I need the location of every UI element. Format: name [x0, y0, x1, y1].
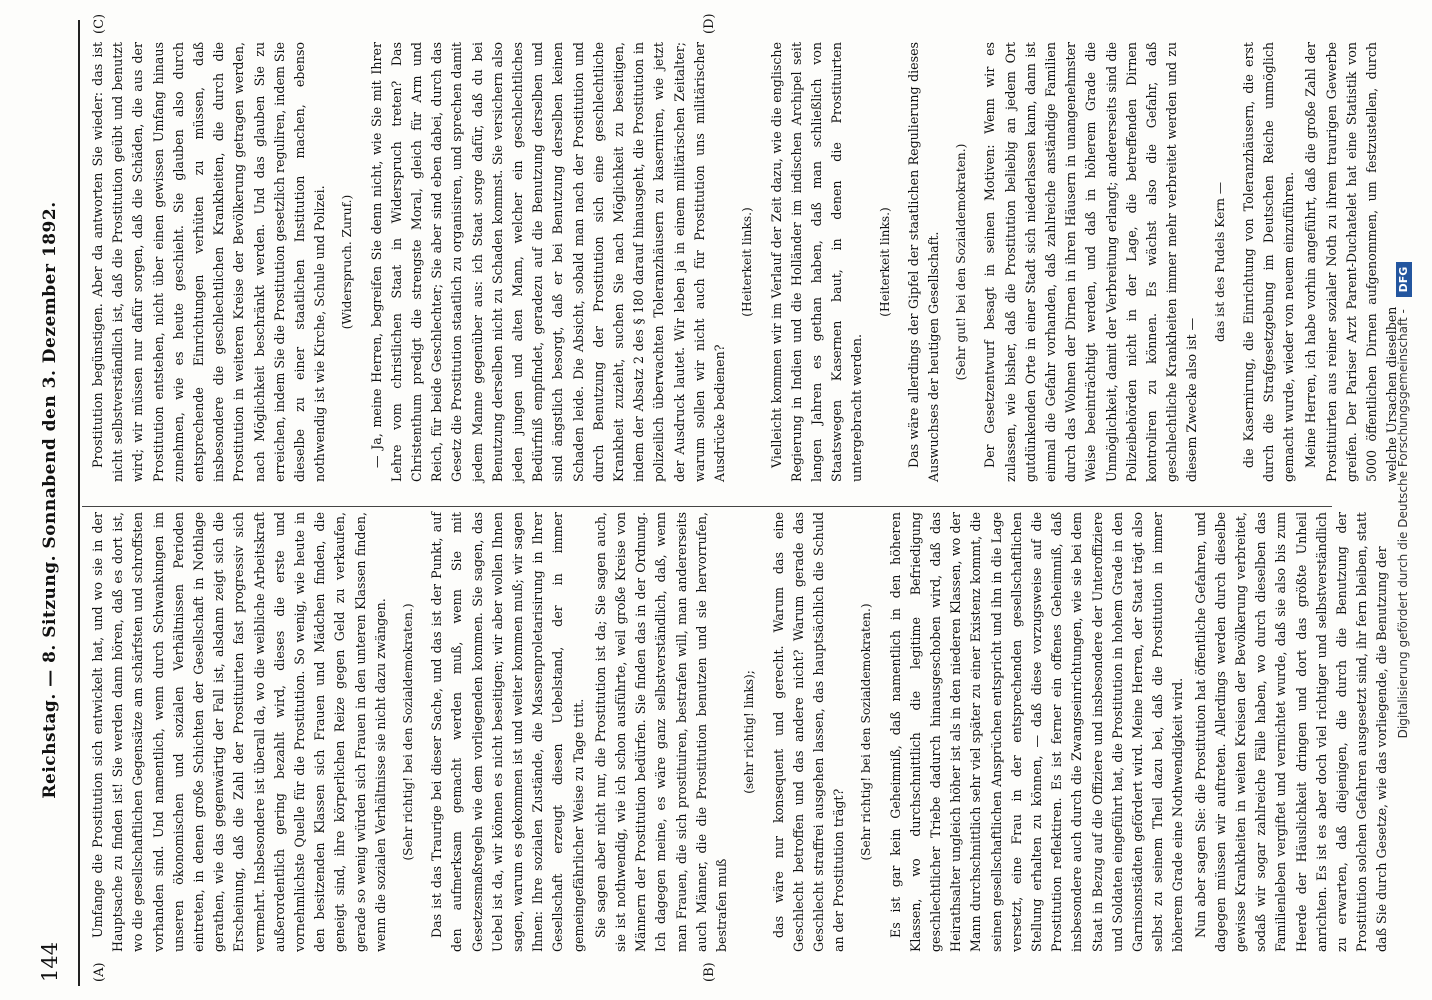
paragraph: Meine Herren, ich habe vorhin angeführt, daß die große Zahl der Prostituirten aus reiner sozialer Noth zu ihrem traurigen Gewerbe greifen. Der Pariser Arzt Parent-Duchatelet hat eine Statistik von 5000 öffentlichen Dirnen aufgenommen, um festzustellen, durch welche Ursachen dieselben: [1303, 42, 1400, 482]
paragraph: Umfange die Prostitution sich entwickelt hat, und wo sie in der Hauptsache zu finden ist! Sie werden dann hören, daß es dort ist, wo die gesellschaftlichen Gegensätze am schärfsten und schroffsten vorhanden sind. Und namentlich, wenn durch Schwankungen im unseren ökonomischen und sozialen Verhältnissen Perioden eintreten, in denen große Schichten der Gesellschaft in Nothlage gerathen, wie das gegenwärtig der Fall ist, alsdann zeigt sich die Erscheinung, daß die Zahl der Prostituirten fast progressiv sich vermehrt. Insbesondere ist überall da, wo die weibliche Arbeitskraft außerordentlich gering bezahlt wird, dieses die erste und vornehmlichste Quelle für die Prostitution. So wenig, wie heute in den besitzenden Klassen sich Frauen und Mädchen finden, die geneigt sind, ihre körperlichen Reize gegen Geld zu verkaufen, gerade so wenig würden sich Frauen in den unteren Klassen finden, wenn die sozialen Verhältnisse sie nicht dazu zwängen.: [90, 512, 388, 952]
interjection: (Widerspruch. Zuruf.): [340, 194, 355, 330]
interjection: (Sehr gut! bei den Sozialdemokraten.): [954, 143, 969, 381]
right-text-column: [88, 42, 1400, 482]
paragraph: Sie sagen aber nicht nur, die Prostitution ist da; Sie sagen auch, sie ist nothwendig, wie ich schon ausführte, weil große Kreise von Männern der Prostitution bedürfen. Sie finden das in der Ordnung. Ich dagegen meine, es wäre ganz selbstverständlich, daß, wenn man Frauen, die sich prostituiren, bestrafen will, man andererseits auch Männer, die die Prostitution benutzen und sie hervorrufen, bestrafen muß: [592, 512, 730, 952]
paragraph: das wäre nur konsequent und gerecht. Warum das eine Geschlecht betroffen und das andere nicht? Warum gerade das Geschlecht straffrei ausgehen lassen, das hauptsächlich die Schuld an der Prostitution trägt?: [770, 512, 847, 952]
paragraph: Vielleicht kommen wir im Verlauf der Zeit dazu, wie die englische Regierung in Indien und die Holländer im indischen Archipel seit langen Jahren es gethan haben, daß man schließlich von Staatswegen Kasernen baut, in denen die Prostituirten untergebracht werden.: [768, 42, 865, 482]
paragraph: Nun aber sagen Sie: die Prostitution hat öffentliche Gefahren, und dagegen müssen wir auftreten. Allerdings werden durch dieselbe gewisse Krankheiten in weiten Kreisen der Bevölkerung verbreitet, sodaß wir sogar zahlreiche Fälle haben, wo durch dieselben das Familienleben vergiftet und vernichtet wurde, daß sie also bis zum Heerde der Häuslichkeit dringen und dort das größte Unheil anrichten. Es ist es aber doch viel richtiger und selbstverständlich zu erwarten, daß diejenigen, die durch die Benutzung der Prostitution solchen Gefahren ausgesetzt sind, ihr fern bleiben, statt daß Sie durch Gesetze, wie das vorliegende, die Benutzung der: [1192, 512, 1390, 952]
margin-mark-c: (C): [92, 13, 107, 34]
interjection: das ist des Pudels Kern —: [1212, 181, 1227, 343]
interjection: (Heiterkeit links.): [877, 207, 892, 317]
paragraph: Das wäre allerdings der Gipfel der staatlichen Regulierung dieses Auswuchses der heutigen Gesellschaft.: [905, 42, 941, 482]
margin-mark-d: (D): [702, 13, 717, 34]
margin-mark-b: (B): [702, 962, 717, 982]
paragraph: — Ja, meine Herren, begreifen Sie denn nicht, wie Sie mit Ihrer Lehre vom christlichen Staat in Widerspruch treten? Das Christenthum predigt die strengste Moral, gleich für Arm und Reich, für beide Geschlechter; Sie aber sind eben dabei, durch das Gesetz die Prostitution staatlich zu organisiren, und sprechen damit jedem Manne gegenüber aus: ich Staat sorge dafür, daß du bei Benutzung derselben nicht zu Schaden kommst. Sie versichern also jeden jungen und alten Mann, welcher ein geschlechtliches Bedürfniß empfindet, geradezu auf die Benutzung derselben und sind ängstlich besorgt, daß er bei Benutzung derselben keinen Schaden leide. Die Absicht, sobald man nach der Prostitution und durch Benutzung der Prostitution sich eine geschlechtliche Krankheit zuzieht, suchen Sie nach Möglichkeit zu beseitigen, indem der Absatz 2 des § 180 darauf hinausgeht, die Prostitution in polizeilich überwachten Toleranzhäusern zu kaserniren, wie jetzt der Ausdruck lautet. Wir leben ja in einem militärischen Zeitalter; warum sollen wir nicht auch für Prostitution uns militärischer Ausdrücke bedienen?: [368, 42, 728, 482]
paragraph: Prostitution begünstigen. Aber da antworten Sie wieder: das ist nicht selbstverständlich ist, daß die Prostitution geübt und benutzt wird; wir müssen nur dafür sorgen, daß die Schäden, die aus der Prostitution entstehen, nicht über einen gewissen Umfang hinaus zunehmen, wie es heute geschieht. Sie glauben also durch entsprechende Einrichtungen verhüten zu müssen, daß insbesondere die geschlechtlichen Krankheiten, die durch die Prostitution in weiteren Kreise der Bevölkerung getragen werden, nach Möglichkeit beschränkt werden. Und das glauben Sie zu erreichen, indem Sie die Prostitution gesetzlich reguliren, indem Sie dieselbe zu einer staatlichen Institution machen, ebenso nothwendig ist wie Kirche, Schule und Polizei.: [90, 42, 328, 482]
paragraph: Der Gesetzentwurf besagt in seinen Motiven: Wenn wir es zulassen, wie bisher, daß die Prostitution beliebig an jedem Ort gutdünkenden Orte in einer Stadt sich niederlassen kann, dann ist einmal die Gefahr vorhanden, daß zahlreiche anständige Familien durch das Wohnen der Dirnen in ihren Häusern in unangenehmster Weise beeinträchtigt werden, und daß in höherem Grade die Unmöglichkeit, damit der Verbreitung erlangt; andererseits sind die Polizeibehörden nicht in der Lage, die betreffenden Dirnen kontroliren zu können. Es wächst also die Gefahr, daß geschlechtliche Krankheiten immer mehr verbreitet werden und zu diesem Zwecke also ist —: [982, 42, 1200, 482]
paragraph: die Kasernirung, die Einrichtung von Toleranzhäusern, die erst durch die Strafgesetzgebung im Deutschen Reiche unmöglich gemacht wurde, wieder von neuem einzuführen.: [1240, 42, 1297, 482]
interjection: (Heiterkeit links.): [740, 207, 755, 317]
left-text-column: [88, 512, 1390, 952]
running-header: Reichstag. — 8. Sitzung. Sonnabend den 3. Dezember 1892.: [40, 201, 60, 799]
header-rule: [78, 20, 80, 986]
interjection: (Sehr richtig! bei den Sozialdemokraten.): [859, 603, 874, 861]
interjection: (Sehr richtig! bei den Sozialdemokraten.): [401, 603, 416, 861]
margin-mark-a: (A): [92, 962, 107, 982]
credit-text: Digitalisierung gefördert durch die Deutsche Forschungsgemeinschaft -: [1396, 309, 1410, 739]
digitization-credit: [1386, 30, 1420, 970]
interjection: (sehr richtig! links);: [742, 670, 757, 794]
dfg-logo: DFG: [1396, 262, 1412, 298]
paragraph: Es ist gar kein Geheimniß, daß namentlich in den höheren Klassen, wo durchschnittlich die legitime Befriedigung geschlechtlicher Triebe dadurch hinausgeschoben wird, daß das Heirathsalter ungleich höher ist als in den niederen Klassen, wo der Mann durchschnittlich sehr viel später zu einer Existenz kommt, die seinen gesellschaftlichen Ansprüchen entspricht und ihn in die Lage versetzt, eine Frau in der entsprechenden gesellschaftlichen Stellung erhalten zu können, — daß diese vorzugsweise auf die Prostitution reflektiren. Es ist ferner ein offenes Geheimniß, daß insbesondere auch durch die Zwangseinrichtungen, wie sie bei dem Staat in Bezug auf die Offiziere und insbesondere der Unteroffiziere und Soldaten eingeführt hat, die Prostitution in hohem Grade in den Garnisonstädten gefördert wird. Meine Herren, der Staat trägt also selbst zu seinem Theil dazu bei, daß die Prostitution in immer höherem Grade eine Nothwendigkeit wird.: [887, 512, 1186, 952]
paragraph: Das ist das Traurige bei dieser Sache, und das ist der Punkt, auf den aufmerksam gemacht werden muß, wenn Sie mit Gesetzesmaßregeln wie dem vorliegenden kommen. Sie sagen, das Uebel ist da, wir können es nicht beseitigen; wir aber wollen Ihnen sagen, warum es gekommen ist und weiter kommen muß; wir sagen Ihnen: Ihre sozialen Zustände, die Massenproletarisirung in Ihrer Gesellschaft erzeugt diesen Uebelstand, der in immer gemeingefährlicher Weise zu Tage tritt.: [429, 512, 586, 952]
column-divider: [82, 506, 1332, 507]
page-number: 144: [38, 941, 62, 982]
